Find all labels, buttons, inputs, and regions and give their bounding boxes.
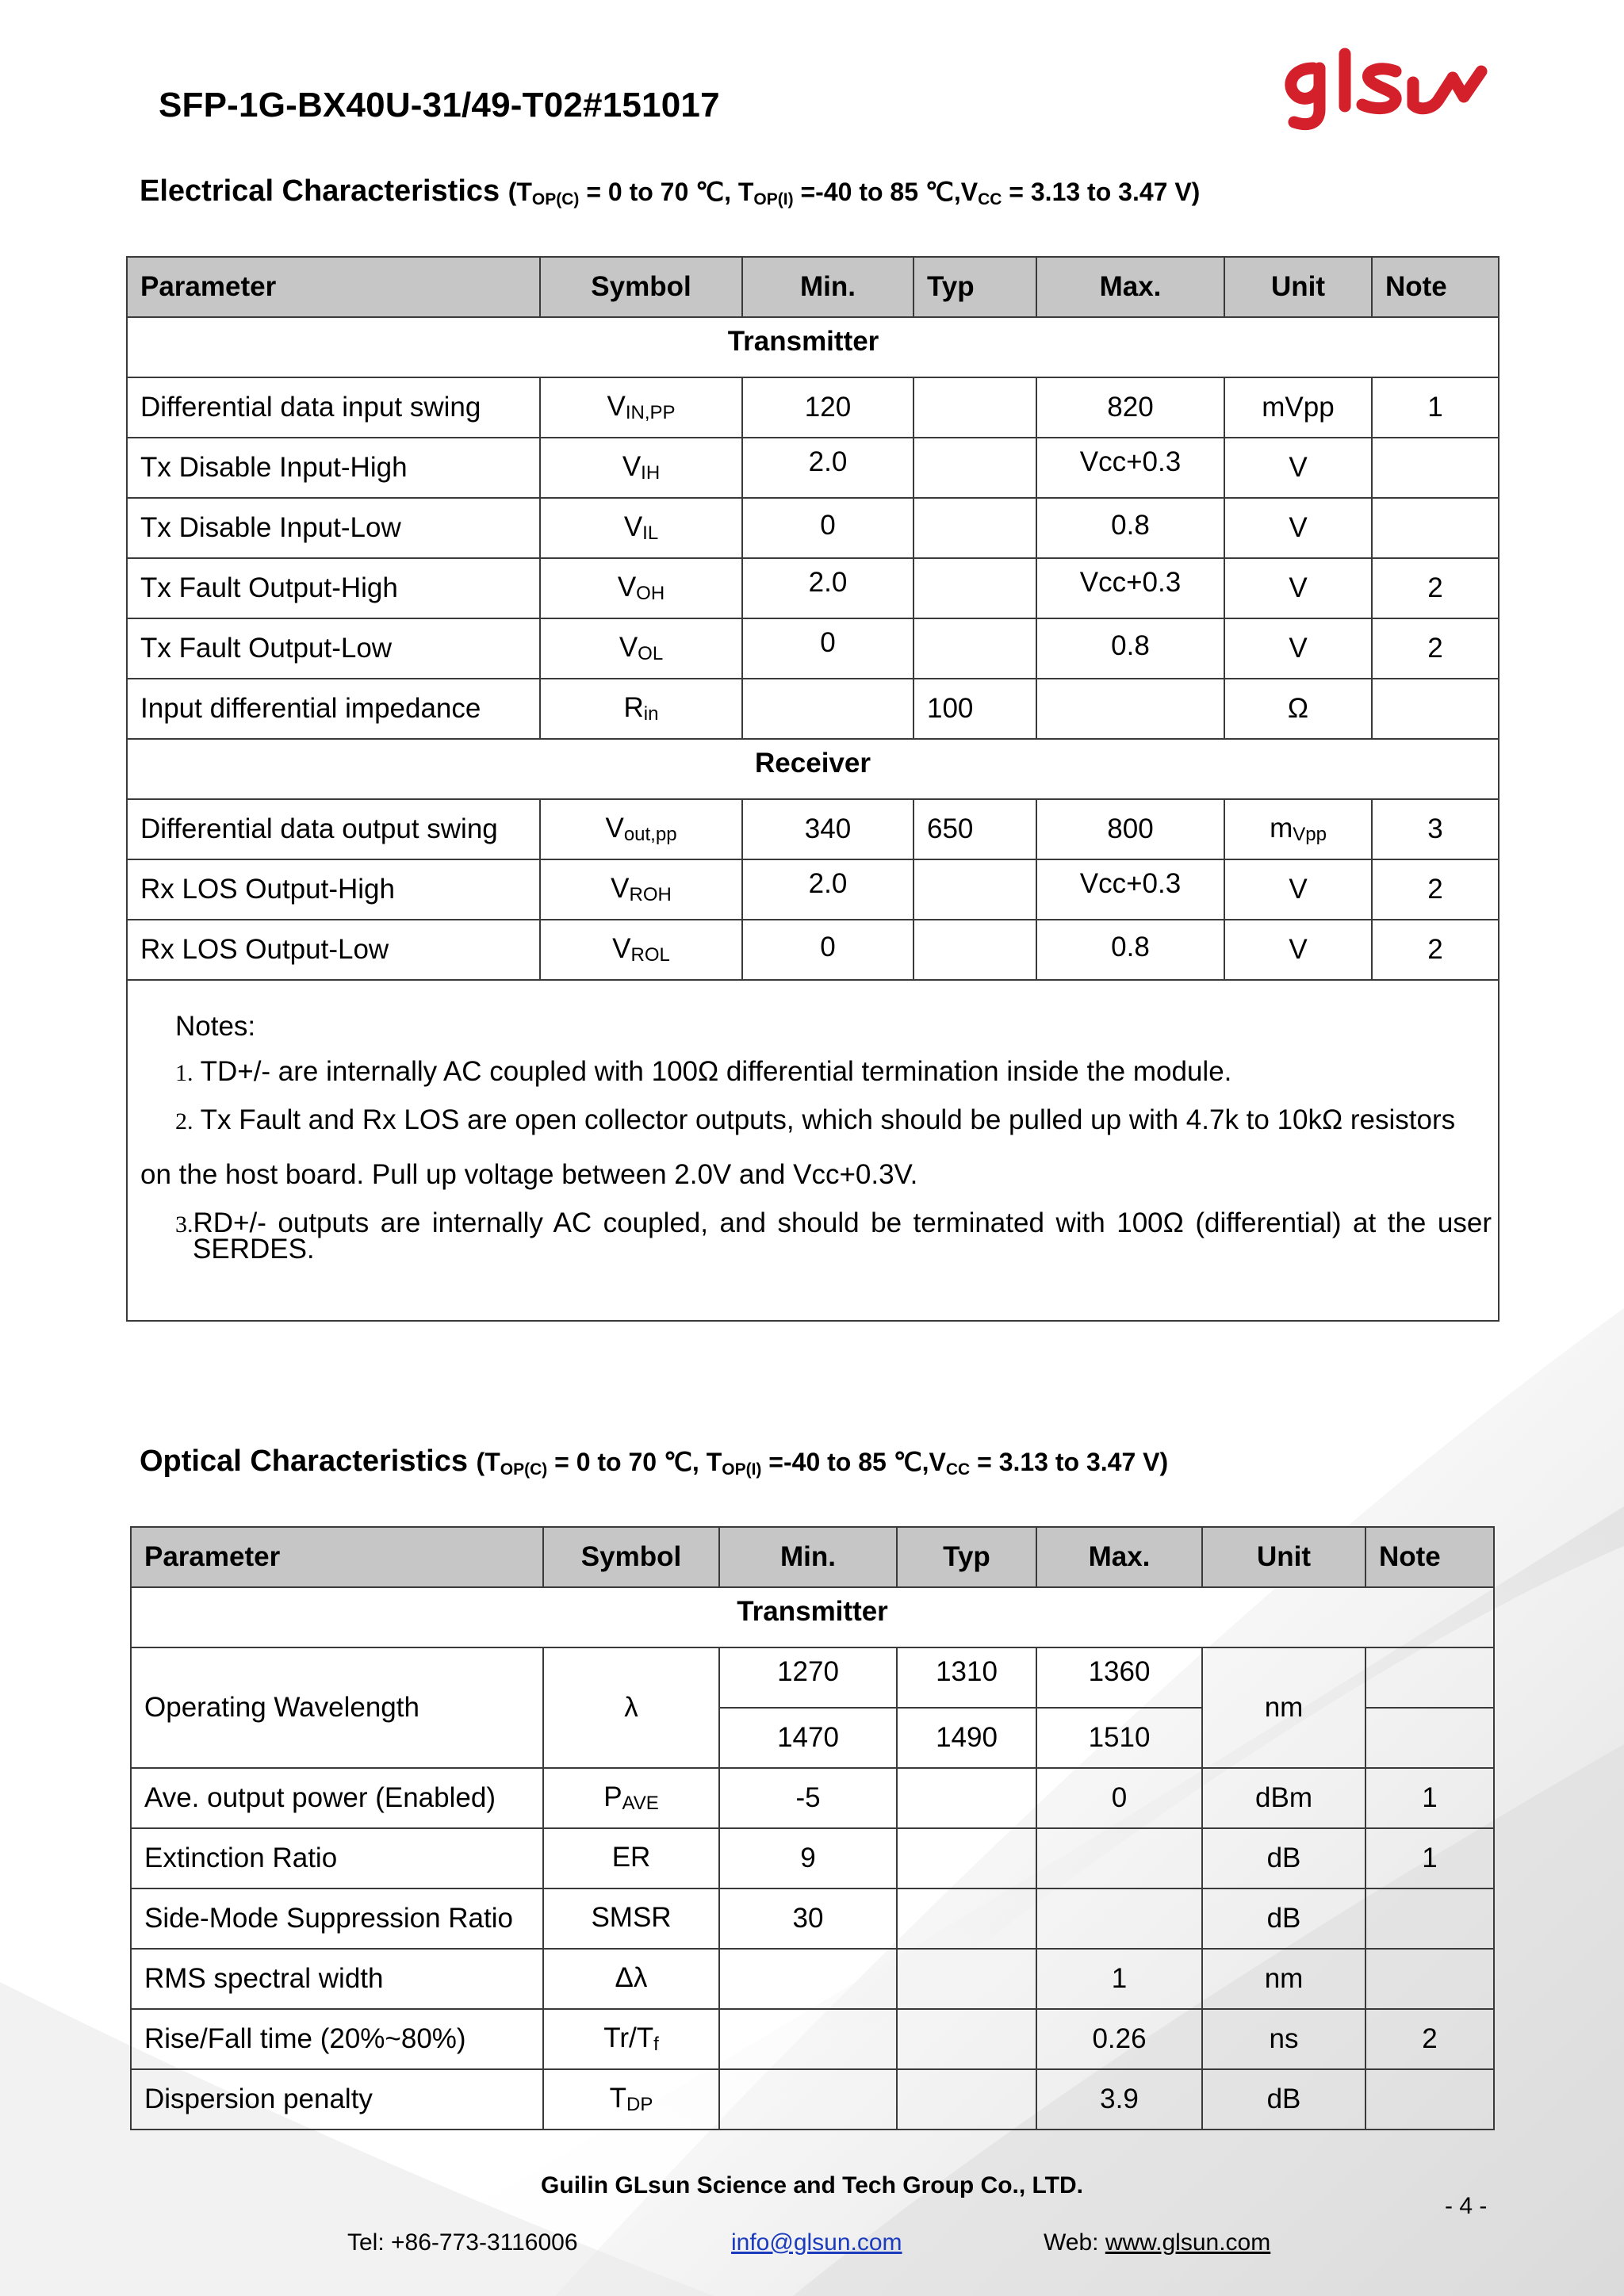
note-cell: 1 [1372,377,1499,438]
unit-cell: V [1224,859,1372,920]
max-cell: 1510 [1036,1708,1202,1768]
note-cell: 2 [1372,558,1499,618]
electrical-heading [140,174,1200,209]
table-row [131,2009,1494,2069]
col-header-typ: Typ [897,1527,1036,1587]
typ-cell: 1310 [897,1647,1036,1708]
param-cell: Ave. output power (Enabled) [131,1768,543,1828]
typ-cell: 100 [914,679,1036,739]
group-row-receiver [127,739,1499,799]
min-cell: 2.0 [742,859,914,920]
min-cell: 340 [742,799,914,859]
note-cell: 2 [1372,859,1499,920]
note-cell: 1 [1365,1828,1494,1888]
electrical-conditions: ($T_{OP(C)} = 0$ to 70 ℃, $T_{OP(I)} =-40$ to 85 $℃,V_{CC} = 3.13$ to 3.47 V) [508,178,1201,209]
note-cell: 3 [1372,799,1499,859]
symbol-cell: TDP [543,2069,719,2130]
param-cell: Tx Disable Input-Low [127,498,540,558]
glsun-logo [1277,48,1491,135]
typ-cell [914,377,1036,438]
symbol-cell: SMSR [543,1888,719,1949]
unit-cell: V [1224,558,1372,618]
footer-telephone: Tel: +86-773-3116006 [347,2229,578,2256]
max-cell [1036,1888,1202,1949]
unit-cell: nm [1202,1949,1365,2009]
min-cell: -5 [719,1768,897,1828]
param-cell: Operating Wavelength [131,1647,543,1768]
typ-cell [897,1828,1036,1888]
col-header-unit: Unit [1202,1527,1365,1587]
table-row [127,799,1499,859]
symbol-cell: PAVE [543,1768,719,1828]
table-header-row [131,1527,1494,1587]
note-cell [1365,1888,1494,1949]
note-cell: 2 [1365,2009,1494,2069]
min-cell: 120 [742,377,914,438]
optical-heading-title: Optical Characteristics [140,1445,468,1478]
table-row [127,377,1499,438]
col-header-symbol: Symbol [543,1527,719,1587]
unit-cell: V [1224,920,1372,980]
optical-table [130,1526,1495,2130]
min-cell [742,679,914,739]
param-cell: Dispersion penalty [131,2069,543,2130]
notes-box [127,980,1499,1321]
min-cell: 1270 [719,1647,897,1708]
footer-web-label: Web: [1044,2229,1105,2256]
note-item-1: 1. TD+/- are internally AC coupled with 100Ω differential termination inside the module. [175,1056,1232,1087]
min-cell: 0 [742,618,914,679]
unit-cell: ns [1202,2009,1365,2069]
param-cell: Side-Mode Suppression Ratio [131,1888,543,1949]
unit-cell: nm [1202,1647,1365,1768]
col-header-symbol: Symbol [540,257,742,317]
unit-cell: V [1224,618,1372,679]
note-cell: 1 [1365,1768,1494,1828]
note-cell [1372,679,1499,739]
table-row [131,1828,1494,1888]
col-header-parameter: Parameter [127,257,540,317]
table-row [127,920,1499,980]
table-row [131,1647,1494,1708]
symbol-cell: VIN,PP [540,377,742,438]
note-cell [1365,1647,1494,1708]
unit-cell: mVpp [1224,377,1372,438]
unit-cell: dB [1202,1828,1365,1888]
electrical-table [126,256,1500,1322]
param-cell: Differential data input swing [127,377,540,438]
table-row [127,498,1499,558]
col-header-note: Note [1372,257,1499,317]
col-header-parameter: Parameter [131,1527,543,1587]
col-header-max: Max. [1036,257,1224,317]
unit-cell: V [1224,438,1372,498]
symbol-cell: ER [543,1828,719,1888]
note-cell [1365,1949,1494,2009]
max-cell: 820 [1036,377,1224,438]
table-row [131,1768,1494,1828]
min-cell: 30 [719,1888,897,1949]
footer-web-link[interactable]: www.glsun.com [1105,2229,1271,2256]
symbol-cell: Vout,pp [540,799,742,859]
table-row [131,2069,1494,2130]
symbol-cell: λ [543,1647,719,1768]
note-item-2-continued: on the host board. Pull up voltage between 2.0V and Vcc+0.3V. [140,1159,918,1190]
param-cell: Rx LOS Output-High [127,859,540,920]
table-row [131,1949,1494,2009]
typ-cell [897,1888,1036,1949]
param-cell: Tx Disable Input-High [127,438,540,498]
group-row-transmitter [131,1587,1494,1647]
symbol-cell: VROH [540,859,742,920]
symbol-cell: VIH [540,438,742,498]
col-header-typ: Typ [914,257,1036,317]
typ-cell: 1490 [897,1708,1036,1768]
typ-cell [914,618,1036,679]
col-header-min: Min. [742,257,914,317]
col-header-unit: Unit [1224,257,1372,317]
param-cell: Tx Fault Output-High [127,558,540,618]
typ-cell: 650 [914,799,1036,859]
unit-cell: mVpp [1224,799,1372,859]
typ-cell [914,498,1036,558]
footer-email-link[interactable]: info@glsun.com [731,2229,902,2256]
footer-company-name: Guilin GLsun Science and Tech Group Co., LTD. [541,2172,1083,2198]
max-cell: 800 [1036,799,1224,859]
param-cell: Rise/Fall time (20%~80%) [131,2009,543,2069]
max-cell: 3.9 [1036,2069,1202,2130]
note-item-3-continued: SERDES. [193,1234,315,1265]
col-header-note: Note [1365,1527,1494,1587]
max-cell: 1360 [1036,1647,1202,1708]
typ-cell [914,859,1036,920]
unit-cell: V [1224,498,1372,558]
notes-title: Notes: [175,1011,256,1042]
unit-cell: dBm [1202,1768,1365,1828]
max-cell [1036,1828,1202,1888]
page-number: - 4 - [1445,2193,1488,2219]
min-cell: 2.0 [742,438,914,498]
table-row [131,1888,1494,1949]
unit-cell: Ω [1224,679,1372,739]
note-cell: 2 [1372,618,1499,679]
note-cell [1372,438,1499,498]
group-label: Transmitter [127,317,1499,377]
unit-cell: dB [1202,1888,1365,1949]
note-item-3: 3.RD+/- outputs are internally AC coupled, and should be terminated with 100Ω (differential) at the user [175,1207,1492,1238]
electrical-heading-title: Electrical Characteristics [140,174,500,208]
max-cell [1036,679,1224,739]
max-cell: Vcc+0.3 [1036,438,1224,498]
max-cell: Vcc+0.3 [1036,859,1224,920]
typ-cell [897,2069,1036,2130]
table-row [127,558,1499,618]
param-cell: Rx LOS Output-Low [127,920,540,980]
document-title: SFP-1G-BX40U-31/49-T02#151017 [159,86,720,124]
symbol-cell: Tr/Tf [543,2009,719,2069]
min-cell [719,1949,897,2009]
note-cell [1365,2069,1494,2130]
footer-web [1044,2229,1270,2256]
table-header-row [127,257,1499,317]
symbol-cell: VROL [540,920,742,980]
typ-cell [897,1768,1036,1828]
max-cell: 1 [1036,1949,1202,2009]
group-label: Transmitter [131,1587,1494,1647]
typ-cell [897,1949,1036,2009]
param-cell: Differential data output swing [127,799,540,859]
symbol-cell: Rin [540,679,742,739]
param-cell: Extinction Ratio [131,1828,543,1888]
typ-cell [897,2009,1036,2069]
table-row [127,679,1499,739]
note-cell [1365,1708,1494,1768]
optical-heading [140,1445,1168,1479]
max-cell: 0.26 [1036,2009,1202,2069]
min-cell: 1470 [719,1708,897,1768]
table-row [127,859,1499,920]
max-cell: 0.8 [1036,920,1224,980]
typ-cell [914,558,1036,618]
group-label: Receiver [127,739,1499,799]
note-cell: 2 [1372,920,1499,980]
unit-cell: dB [1202,2069,1365,2130]
table-row [127,618,1499,679]
param-cell: Input differential impedance [127,679,540,739]
group-row-transmitter [127,317,1499,377]
optical-conditions: ($T_{OP(C)} = 0$ to 70 ℃, $T_{OP(I)} =-40$ to 85 $℃,V_{CC} = 3.13$ to 3.47 V) [476,1448,1169,1479]
max-cell: 0 [1036,1768,1202,1828]
min-cell: 0 [742,498,914,558]
min-cell [719,2069,897,2130]
notes-row [127,980,1499,1321]
symbol-cell: Δλ [543,1949,719,2009]
min-cell [719,2009,897,2069]
max-cell: Vcc+0.3 [1036,558,1224,618]
symbol-cell: VIL [540,498,742,558]
min-cell: 9 [719,1828,897,1888]
min-cell: 0 [742,920,914,980]
symbol-cell: VOL [540,618,742,679]
param-cell: Tx Fault Output-Low [127,618,540,679]
max-cell: 0.8 [1036,498,1224,558]
col-header-min: Min. [719,1527,897,1587]
typ-cell [914,438,1036,498]
param-cell: RMS spectral width [131,1949,543,2009]
min-cell: 2.0 [742,558,914,618]
symbol-cell: VOH [540,558,742,618]
typ-cell [914,920,1036,980]
note-cell [1372,498,1499,558]
col-header-max: Max. [1036,1527,1202,1587]
note-item-2: 2. Tx Fault and Rx LOS are open collector outputs, which should be pulled up with 4.7k to 10kΩ resistors [175,1104,1456,1135]
table-row [127,438,1499,498]
max-cell: 0.8 [1036,618,1224,679]
